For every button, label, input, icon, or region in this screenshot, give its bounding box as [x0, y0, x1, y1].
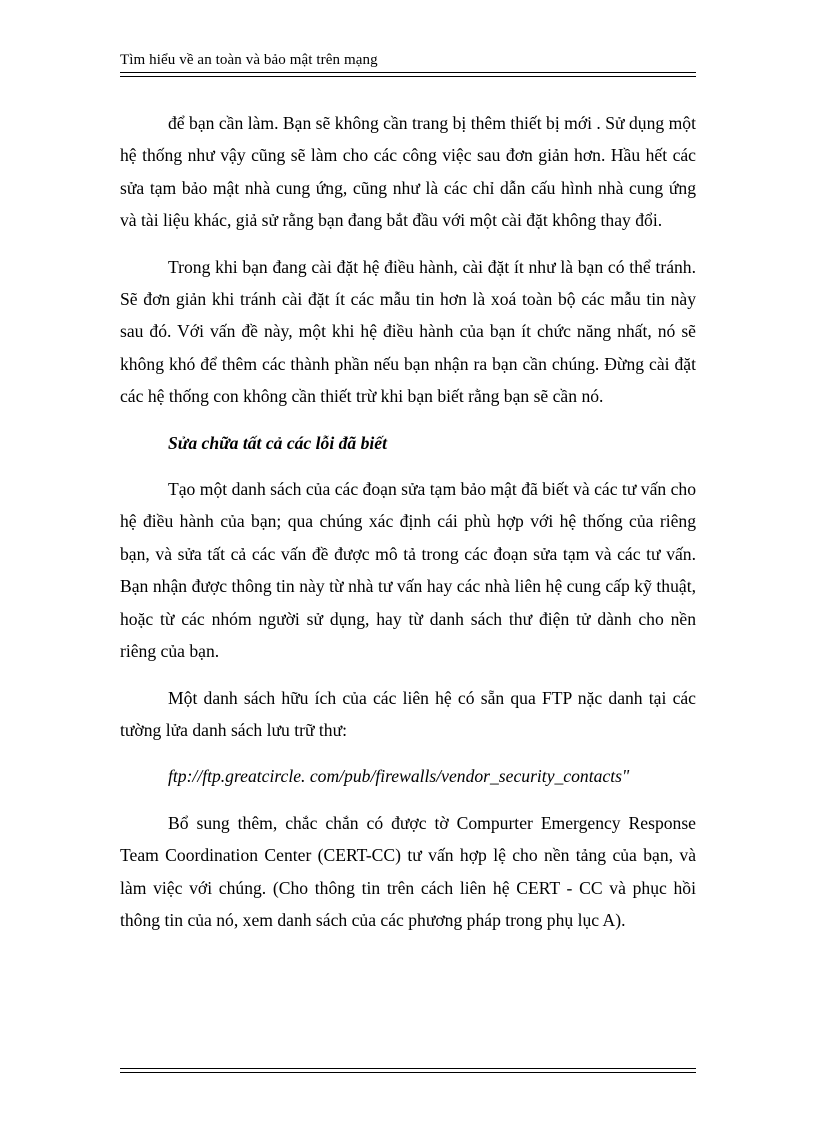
paragraph-3: Tạo một danh sách của các đoạn sửa tạm bảo mật đã biết và các tư vấn cho hệ điều hành của bạn; qua chúng xác định cái phù hợp với hệ thống của riêng bạn, và sửa tất cả các vấn đề được mô tả trong các đoạn sửa tạm và các tư vấn. Bạn nhận được thông tin này từ nhà tư vấn hay các nhà liên hệ cung cấp kỹ thuật, hoặc từ các nhóm người sử dụng, hay từ danh sách thư điện tử dành cho nền riêng của bạn.	[120, 479, 696, 662]
header-rule-top	[120, 72, 696, 73]
paragraph-5: Bổ sung thêm, chắc chắn có được tờ Compurter Emergency Response Team Coordination Center (CERT-CC) tư vấn hợp lệ cho nền tảng của bạn, và làm việc với chúng. (Cho thông tin trên cách liên hệ CERT - CC và phục hồi thông tin của nó, xem danh sách của các phương pháp trong phụ lục A).	[120, 812, 696, 930]
paragraph-1: để bạn cần làm. Bạn sẽ không cần trang bị thêm thiết bị mới . Sử dụng một hệ thống như vậy cũng sẽ làm cho các công việc sau đơn giản hơn. Hầu hết các sửa tạm bảo mật nhà cung ứng, cũng như là các chỉ dẫn cấu hình nhà cung ứng và tài liệu khác, giả sử rằng bạn đang bắt đầu với một cài đặt không thay đổi.	[120, 113, 696, 231]
section-heading: Sửa chữa tất cả các lỗi đã biết	[168, 432, 387, 453]
footer-rule-top	[120, 1068, 696, 1069]
footer-rule-bottom	[120, 1072, 696, 1073]
header-rule-bottom	[120, 76, 696, 77]
running-header: Tìm hiểu về an toàn và bảo mật trên mạng	[120, 52, 378, 68]
paragraph-4: Một danh sách hữu ích của các liên hệ có sẵn qua FTP nặc danh tại các tường lửa danh sách lưu trữ thư:	[120, 687, 696, 740]
body-text	[120, 107, 696, 950]
paragraph-2: Trong khi bạn đang cài đặt hệ điều hành, cài đặt ít như là bạn có thể tránh. Sẽ đơn giản khi tránh cài đặt ít các mẫu tin hơn là xoá toàn bộ các mẫu tin này sau đó. Với vấn đề này, một khi hệ điều hành của bạn ít chức năng nhất, nó sẽ không khó để thêm các thành phần nếu bạn nhận ra bạn cần chúng. Đừng cài đặt các hệ thống con không cần thiết trừ khi bạn biết rằng bạn sẽ cần nó.	[120, 256, 696, 407]
ftp-link: ftp://ftp.greatcircle. com/pub/firewalls/vendor_security_contacts"	[168, 766, 630, 787]
